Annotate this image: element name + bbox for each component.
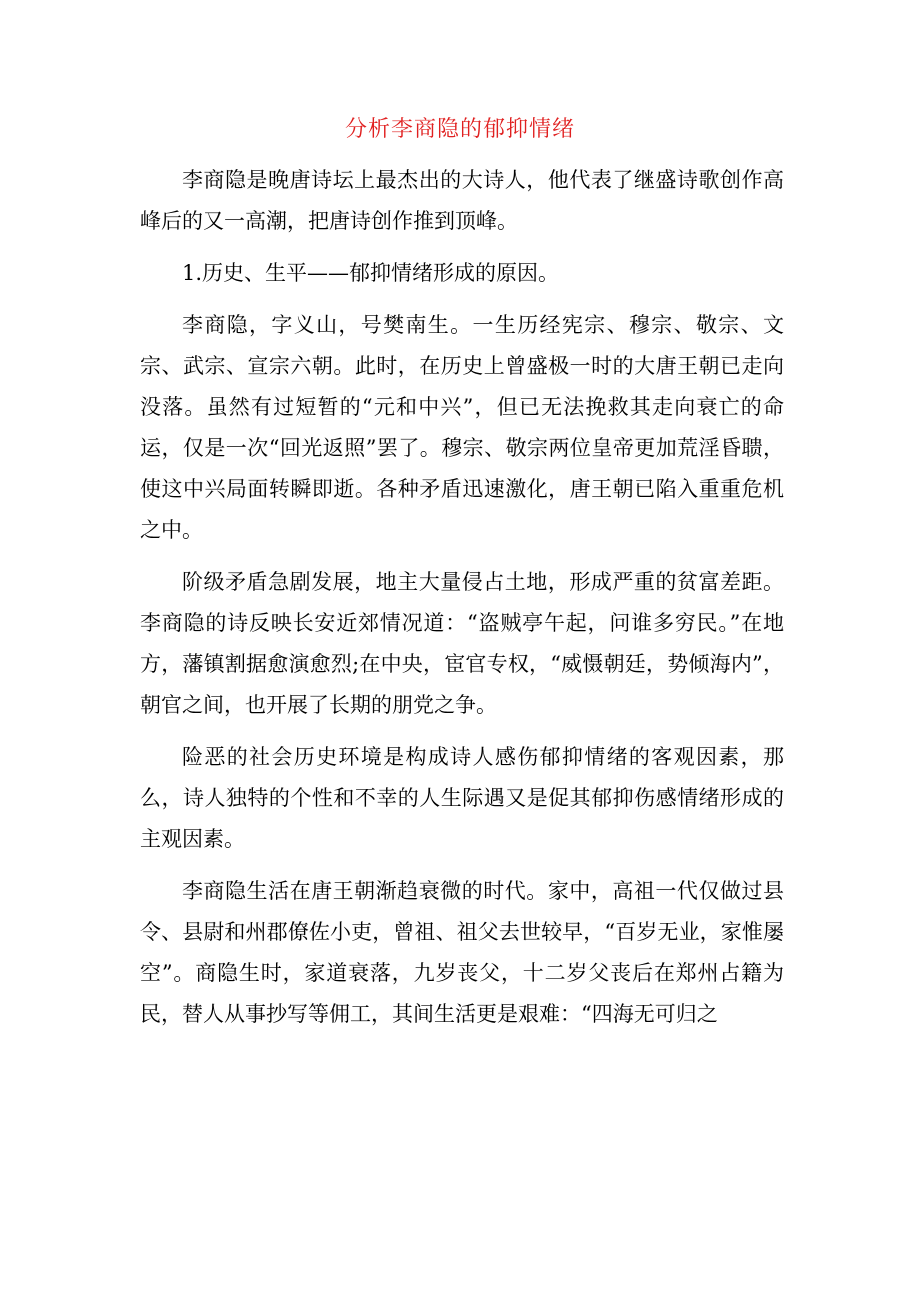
document-title: 分析李商隐的郁抑情绪	[344, 117, 575, 142]
paragraph-class-conflict: 阶级矛盾急剧发展，地主大量侵占土地，形成严重的贫富差距。李商隐的诗反映长安近郊情况道：“盗贼亭午起，问谁多穷民。”在地方，藩镇割据愈演愈烈;在中央，宦官专权，“威慑朝廷，势倾海内”，朝官之间，也开展了长期的朋党之争。	[140, 570, 784, 717]
paragraph-history: 李商隐，字义山，号樊南生。一生历经宪宗、穆宗、敬宗、文宗、武宗、宣宗六朝。此时，在历史上曾盛极一时的大唐王朝已走向没落。虽然有过短暂的“元和中兴”，但已无法挽救其走向衰亡的命运，仅是一次“回光返照”罢了。穆宗、敬宗两位皇帝更加荒淫昏聩，使这中兴局面转瞬即逝。各种矛盾迅速激化，唐王朝已陷入重重危机之中。	[140, 313, 784, 542]
document-body	[140, 160, 784, 1046]
paragraph-causes: 险恶的社会历史环境是构成诗人感伤郁抑情绪的客观因素，那么，诗人独特的个性和不幸的人生际遇又是促其郁抑伤感情绪形成的主观因素。	[140, 745, 784, 851]
paragraph-family: 李商隐生活在唐王朝渐趋衰微的时代。家中，高祖一代仅做过县令、县尉和州郡僚佐小吏，曾祖、祖父去世较早，“百岁无业，家惟屡空”。商隐生时，家道衰落，九岁丧父，十二岁父丧后在郑州占籍为民，替人从事抄写等佣工，其间生活更是艰难：“四海无可归之	[140, 879, 784, 1026]
paragraph-section-heading: 1.历史、生平——郁抑情绪形成的原因。	[182, 261, 560, 285]
paragraph-intro: 李商隐是晚唐诗坛上最杰出的大诗人，他代表了继盛诗歌创作高峰后的又一高潮，把唐诗创作推到顶峰。	[140, 168, 784, 233]
